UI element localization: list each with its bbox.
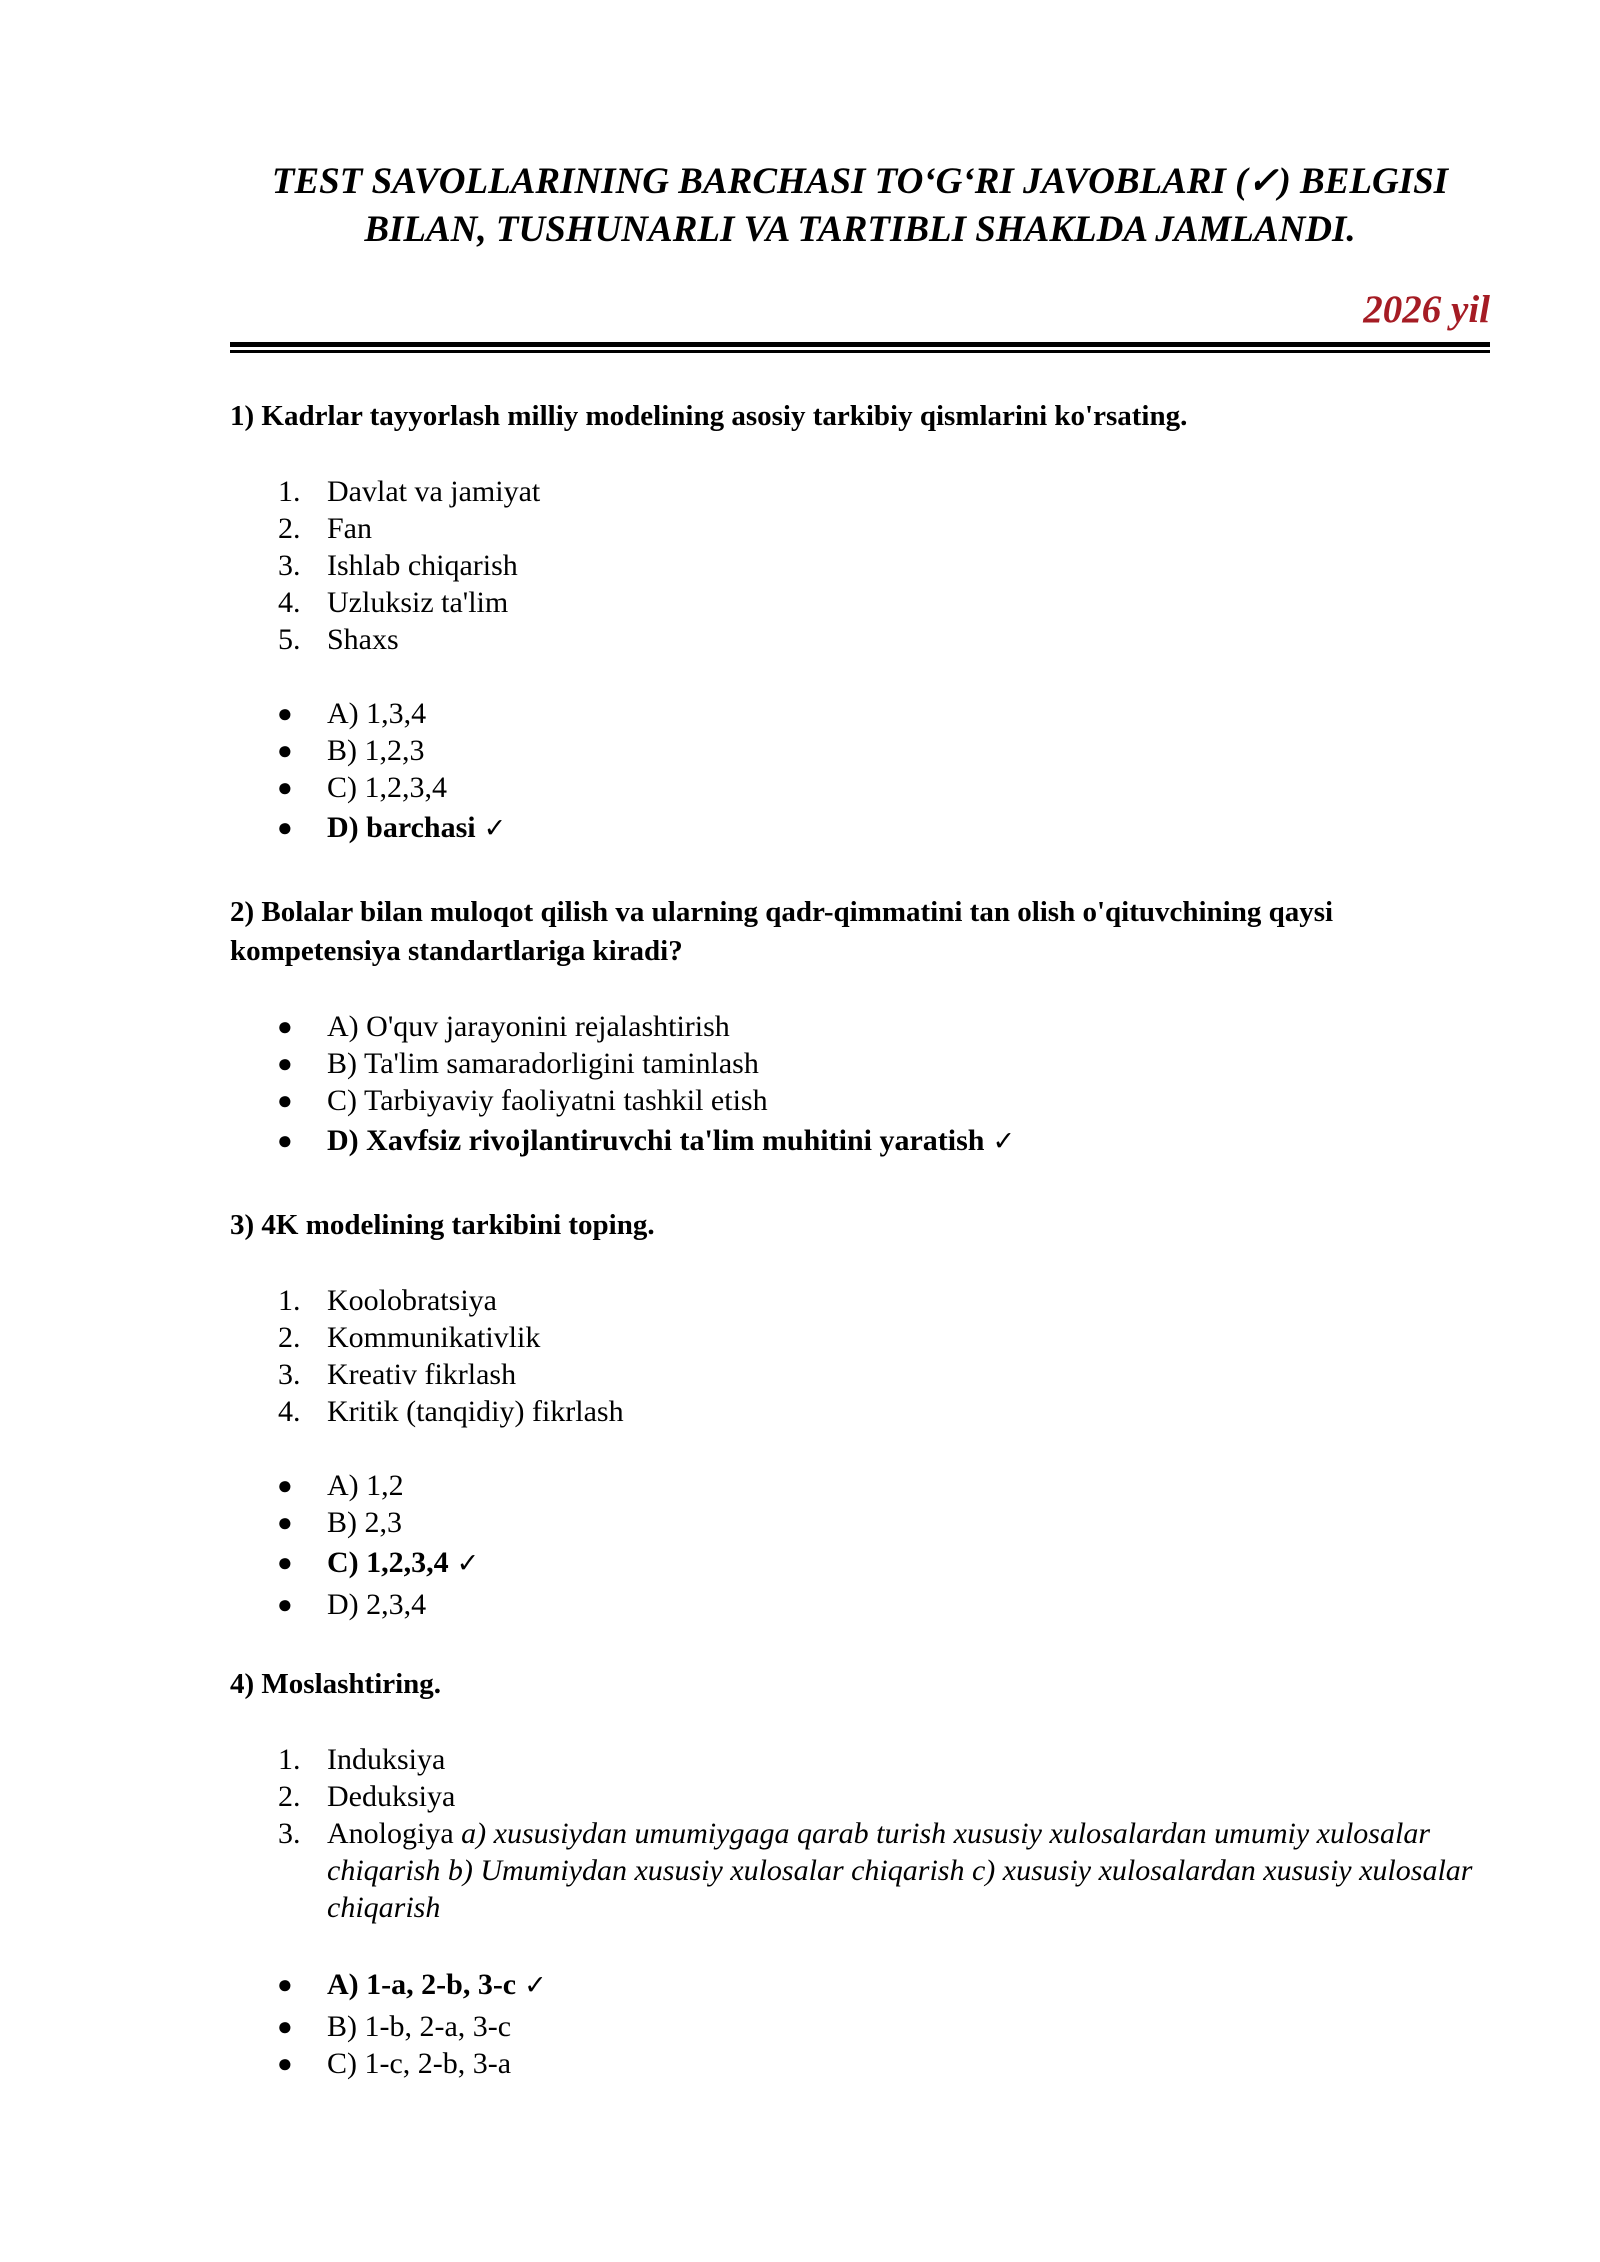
list-item: [230, 1815, 1490, 1926]
answer-option: [230, 695, 1490, 732]
bullet-icon: ●: [277, 1012, 293, 1041]
list-item: [230, 1356, 1490, 1393]
list-item: [230, 1282, 1490, 1319]
item-number: 2.: [278, 1321, 301, 1354]
answer-option-correct: [230, 1119, 1490, 1164]
item-number: 1.: [278, 475, 301, 508]
option-text: B) 1-b, 2-a, 3-c: [327, 2010, 512, 2043]
answer-option: [230, 2008, 1490, 2045]
item-number: 4.: [278, 586, 301, 619]
item-number: 2.: [278, 512, 301, 545]
question-title: 2) Bolalar bilan muloqot qilish va ularning qadr-qimmatini tan olish o'qituvchining qaysi kompetensiya standartlariga kiradi?: [230, 896, 1334, 967]
item-list: [230, 1741, 1490, 1926]
bullet-icon: ●: [277, 1126, 293, 1155]
answer-option: [230, 1082, 1490, 1119]
bullet-icon: ●: [277, 1590, 293, 1619]
title-divider: [230, 342, 1490, 353]
check-icon: ✓: [524, 1970, 547, 2001]
document-title: TEST SAVOLLARINING BARCHASI TO‘G‘RI JAVOBLARI (✓) BELGISI BILAN, TUSHUNARLI VA TARTIBLI SHAKLDA JAMLANDI.: [271, 161, 1449, 250]
item-list: [230, 1282, 1490, 1430]
answer-option-correct: [230, 1541, 1490, 1586]
option-text: C) Tarbiyaviy faoliyatni tashkil etish: [327, 1084, 768, 1117]
bullet-icon: ●: [277, 1086, 293, 1115]
option-text: D) Xavfsiz rivojlantiruvchi ta'lim muhitini yaratish: [327, 1124, 985, 1157]
option-text: D) 2,3,4: [327, 1588, 427, 1621]
option-text: D) barchasi: [327, 811, 476, 844]
answer-option: [230, 2045, 1490, 2082]
option-text: A) 1-a, 2-b, 3-c: [327, 1968, 517, 2001]
answer-option: [230, 1504, 1490, 1541]
item-number: 1.: [278, 1743, 301, 1776]
item-number: 5.: [278, 623, 301, 656]
list-item: [230, 1741, 1490, 1778]
answer-options: [230, 1467, 1490, 1623]
answer-options: [230, 695, 1490, 851]
answer-option: [230, 769, 1490, 806]
item-text: Induksiya: [327, 1743, 446, 1776]
item-text: Davlat va jamiyat: [327, 475, 541, 508]
answer-options: [230, 1963, 1490, 2082]
item-text: Deduksiya: [327, 1780, 456, 1813]
item-text: Ishlab chiqarish: [327, 549, 518, 582]
bullet-icon: ●: [277, 773, 293, 802]
question-title: 3) 4K modelining tarkibini toping.: [230, 1209, 655, 1241]
check-icon: ✓: [992, 1126, 1016, 1157]
bullet-icon: ●: [277, 699, 293, 728]
bullet-icon: ●: [277, 813, 293, 842]
answer-option: [230, 1467, 1490, 1504]
item-text: Kommunikativlik: [327, 1321, 541, 1354]
list-item: [230, 1393, 1490, 1430]
option-text: C) 1,2,3,4: [327, 1546, 449, 1579]
item-text: Shaxs: [327, 623, 399, 656]
item-text: Fan: [327, 512, 372, 545]
check-icon: ✓: [456, 1548, 480, 1579]
option-text: A) 1,2: [327, 1469, 404, 1502]
question-4: [230, 1665, 1490, 2082]
bullet-icon: ●: [277, 1970, 293, 1999]
item-number: 4.: [278, 1395, 301, 1428]
check-icon: ✓: [483, 813, 507, 844]
item-number: 2.: [278, 1780, 301, 1813]
answer-option: [230, 1586, 1490, 1623]
bullet-icon: ●: [277, 2012, 293, 2041]
question-3: [230, 1206, 1490, 1623]
item-text: Kritik (tanqidiy) fikrlash: [327, 1395, 624, 1428]
list-item: [230, 510, 1490, 547]
question-title: 1) Kadrlar tayyorlash milliy modelining asosiy tarkibiy qismlarini ko'rsating.: [230, 400, 1188, 432]
item-text: Koolobratsiya: [327, 1284, 497, 1317]
answer-option-correct: [230, 1963, 1490, 2008]
option-text: B) 1,2,3: [327, 734, 425, 767]
answer-option: [230, 1045, 1490, 1082]
answer-option: [230, 1008, 1490, 1045]
answer-options: [230, 1008, 1490, 1164]
item-text: Kreativ fikrlash: [327, 1358, 517, 1391]
document-page: [230, 158, 1490, 2082]
item-italic-text: a) xususiydan umumiygaga qarab turish xususiy xulosalardan umumiy xulosalar chiqarish b) Umumiydan xususiy xulosalar chiqarish c) xususiy xulosalardan xususiy xulosalar chiqarish: [327, 1817, 1473, 1924]
list-item: [230, 1778, 1490, 1815]
year-label: 2026 yil: [1363, 288, 1490, 331]
item-text: Anologiya: [327, 1817, 454, 1850]
list-item: [230, 473, 1490, 510]
option-text: C) 1-c, 2-b, 3-a: [327, 2047, 512, 2080]
question-2: [230, 893, 1490, 1164]
bullet-icon: ●: [277, 1049, 293, 1078]
list-item: [230, 547, 1490, 584]
list-item: [230, 621, 1490, 658]
item-list: [230, 473, 1490, 658]
bullet-icon: ●: [277, 1508, 293, 1537]
option-text: B) Ta'lim samaradorligini taminlash: [327, 1047, 759, 1080]
option-text: B) 2,3: [327, 1506, 402, 1539]
item-number: 3.: [278, 549, 301, 582]
bullet-icon: ●: [277, 736, 293, 765]
answer-option-correct: [230, 806, 1490, 851]
question-1: [230, 397, 1490, 851]
bullet-icon: ●: [277, 1471, 293, 1500]
list-item: [230, 584, 1490, 621]
item-number: 3.: [278, 1817, 301, 1850]
bullet-icon: ●: [277, 2049, 293, 2078]
item-number: 1.: [278, 1284, 301, 1317]
list-item: [230, 1319, 1490, 1356]
bullet-icon: ●: [277, 1548, 293, 1577]
question-title: 4) Moslashtiring.: [230, 1668, 442, 1700]
option-text: A) 1,3,4: [327, 697, 427, 730]
item-number: 3.: [278, 1358, 301, 1391]
option-text: A) O'quv jarayonini rejalashtirish: [327, 1010, 730, 1043]
option-text: C) 1,2,3,4: [327, 771, 447, 804]
answer-option: [230, 732, 1490, 769]
item-text: Uzluksiz ta'lim: [327, 586, 509, 619]
